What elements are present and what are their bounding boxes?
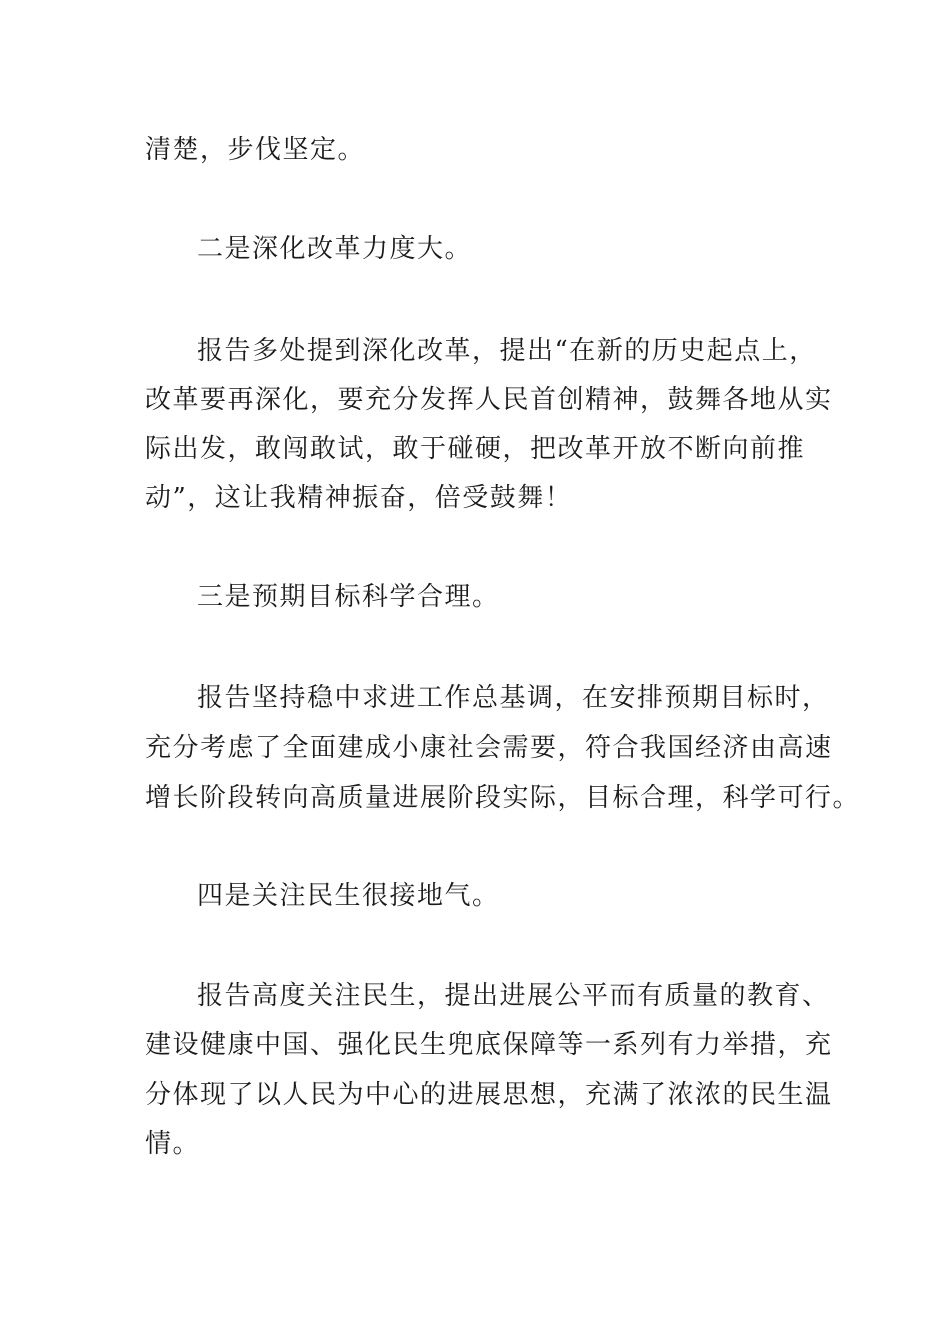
heading-point-four: 四是关注民生很接地气。 xyxy=(197,881,500,911)
paragraph-2-line-4: 动”，这让我精神振奋，倍受鼓舞！ xyxy=(145,483,573,513)
paragraph-4-line-2: 建设健康中国、强化民生兜底保障等一系列有力举措，充 xyxy=(145,1030,833,1060)
paragraph-3-line-3: 增长阶段转向高质量进展阶段实际，目标合理，科学可行。 xyxy=(145,783,861,813)
paragraph-3-line-2: 充分考虑了全面建成小康社会需要，符合我国经济由高速 xyxy=(145,733,833,763)
paragraph-3-line-1: 报告坚持稳中求进工作总基调，在安排预期目标时， xyxy=(197,683,830,713)
paragraph-4-line-3: 分体现了以人民为中心的进展思想，充满了浓浓的民生温 xyxy=(145,1080,833,1110)
heading-point-three: 三是预期目标科学合理。 xyxy=(197,582,500,612)
heading-point-two: 二是深化改革力度大。 xyxy=(197,234,473,264)
paragraph-2-line-1: 报告多处提到深化改革，提出“在新的历史起点上， xyxy=(197,336,817,366)
paragraph-1-line-1: 清楚，步伐坚定。 xyxy=(145,135,366,165)
paragraph-2-line-3: 际出发，敢闯敢试，敢于碰硬，把改革开放不断向前推 xyxy=(145,434,806,464)
paragraph-2-line-2: 改革要再深化，要充分发挥人民首创精神，鼓舞各地从实 xyxy=(145,385,833,415)
paragraph-4-line-4: 情。 xyxy=(145,1129,201,1159)
paragraph-4-line-1: 报告高度关注民生，提出进展公平而有质量的教育、 xyxy=(197,981,830,1011)
